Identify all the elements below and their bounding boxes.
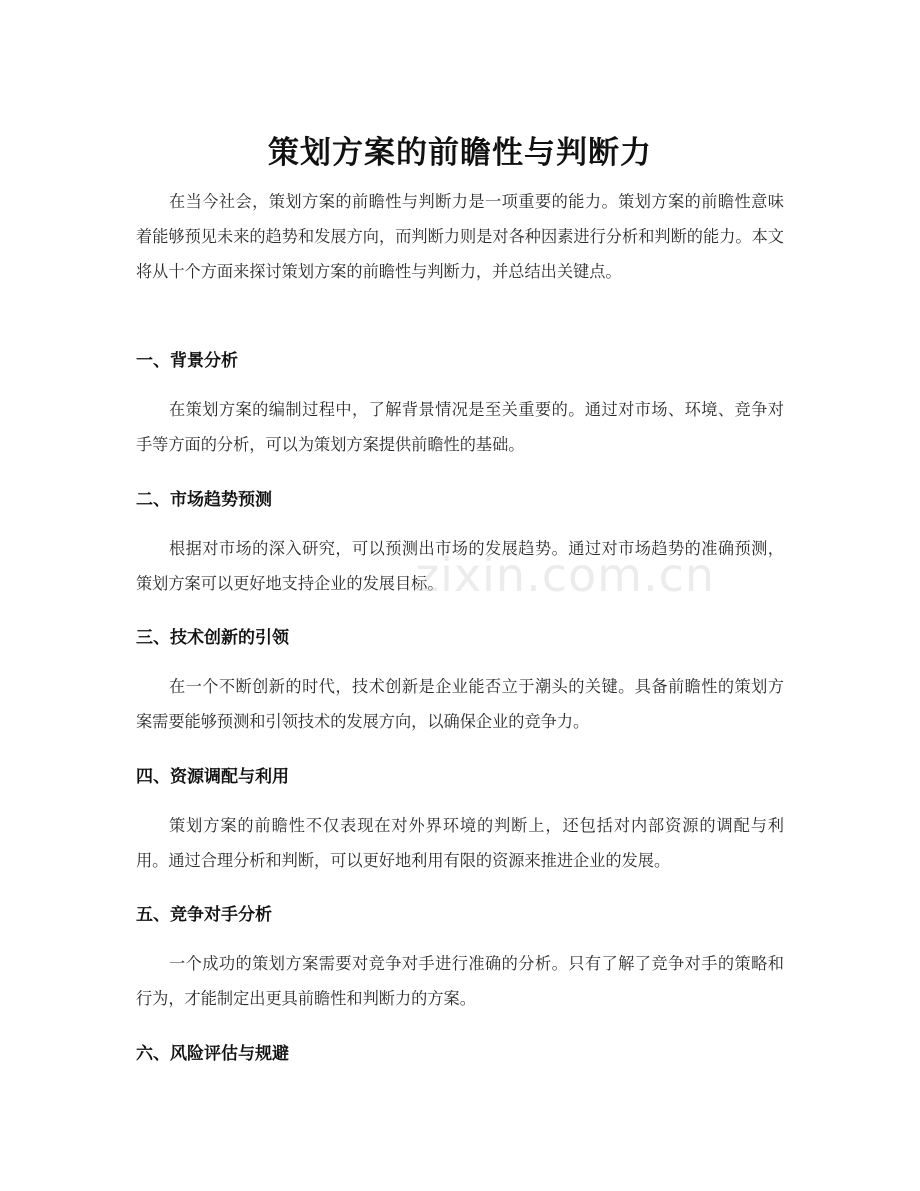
- section-body-5: 一个成功的策划方案需要对竞争对手进行准确的分析。只有了解了竞争对手的策略和行为，才能制定出更具前瞻性和判断力的方案。: [136, 954, 784, 1008]
- section-heading-4: 四、资源调配与利用: [136, 767, 289, 787]
- intro-paragraph: 在当今社会，策划方案的前瞻性与判断力是一项重要的能力。策划方案的前瞻性意味着能够预见未来的趋势和发展方向，而判断力则是对各种因素进行分析和判断的能力。本文将从十个方面来探讨策划方案的前瞻性与判断力，并总结出关键点。: [136, 192, 784, 281]
- section-heading-6: 六、风险评估与规避: [136, 1044, 289, 1064]
- section-heading-3: 三、技术创新的引领: [136, 628, 289, 648]
- section-body-4: 策划方案的前瞻性不仅表现在对外界环境的判断上，还包括对内部资源的调配与利用。通过合理分析和判断，可以更好地利用有限的资源来推进企业的发展。: [136, 816, 784, 870]
- watermark-text: zixin.com.cn: [415, 548, 716, 602]
- section-heading-1: 一、背景分析: [136, 351, 238, 371]
- section-body-2: 根据对市场的深入研究，可以预测出市场的发展趋势。通过对市场趋势的准确预测，策划方案可以更好地支持企业的发展目标。: [136, 539, 784, 593]
- section-heading-2: 二、市场趋势预测: [136, 490, 272, 510]
- document-title: 策划方案的前瞻性与判断力: [268, 134, 652, 171]
- section-heading-5: 五、竞争对手分析: [136, 905, 272, 925]
- section-body-1: 在策划方案的编制过程中，了解背景情况是至关重要的。通过对市场、环境、竞争对手等方面的分析，可以为策划方案提供前瞻性的基础。: [136, 400, 784, 454]
- section-body-3: 在一个不断创新的时代，技术创新是企业能否立于潮头的关键。具备前瞻性的策划方案需要能够预测和引领技术的发展方向，以确保企业的竞争力。: [136, 677, 784, 731]
